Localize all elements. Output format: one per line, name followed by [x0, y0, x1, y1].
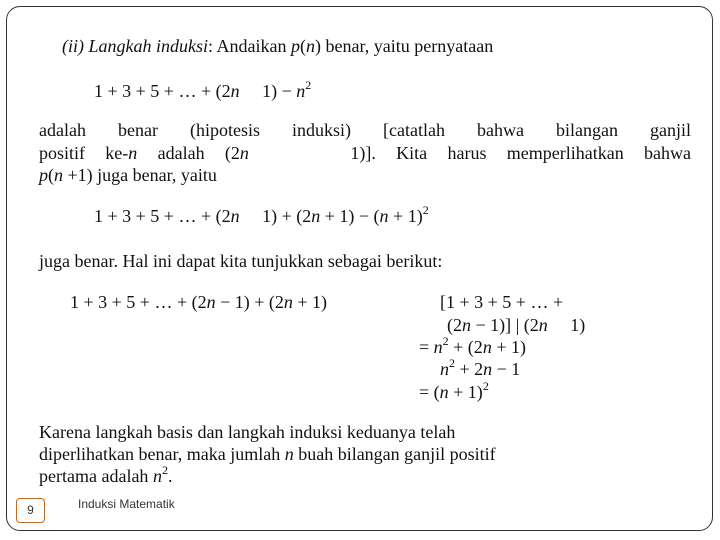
- paragraph-hypothesis-line1: adalah benar (hipotesis induksi) [catatlah bahwa bilangan ganjil: [39, 120, 691, 140]
- conclusion-line2: diperlihatkan benar, maka jumlah n buah bilangan ganjil positif: [39, 444, 496, 464]
- conclusion-line1: Karena langkah basis dan langkah induksi keduanya telah: [39, 422, 456, 442]
- equation-hypothesis: 1 + 3 + 5 + … + (2n $1) - n^2$: [94, 78, 312, 101]
- footer-title: Induksi Matematik: [78, 497, 175, 511]
- paragraph-transition: juga benar. Hal ini dapat kita tunjukkan sebagai berikut:: [39, 251, 443, 271]
- paragraph-hypothesis-line3: p(n +1) juga benar, yaitu: [39, 165, 217, 185]
- proof-step-2: = $n^2 + (2n + 1)$: [419, 334, 526, 357]
- proof-step-1: [1 + 3 + 5 + … +: [440, 292, 564, 312]
- paragraph-hypothesis-line2: positif ke-n adalah (2n 1)]. Kita harus memperlihatkan bahwa: [39, 143, 691, 163]
- proof-step-4: = $(n + 1)^2$: [419, 379, 489, 402]
- step-label: (ii) Langkah induksi: [62, 36, 208, 56]
- slide-number: 9: [27, 503, 34, 517]
- equation-goal: 1 + 3 + 5 + … + (2n $1) + (2n + 1) - (n + 1)^2$: [94, 203, 429, 226]
- step-heading: (ii) Langkah induksi: Andaikan p(n) benar, yaitu pernyataan: [62, 36, 494, 56]
- proof-lhs: 1 + 3 + 5 + … + (2n − 1) + (2n + 1): [70, 292, 328, 312]
- slide-number-badge: [16, 498, 45, 523]
- conclusion-line3: pertama adalah $n^2$.: [39, 463, 173, 486]
- proof-step-1b: (2n − 1)] | (2n 1): [447, 315, 586, 335]
- proof-step-3: $n^2 + 2n - 1$: [440, 356, 521, 379]
